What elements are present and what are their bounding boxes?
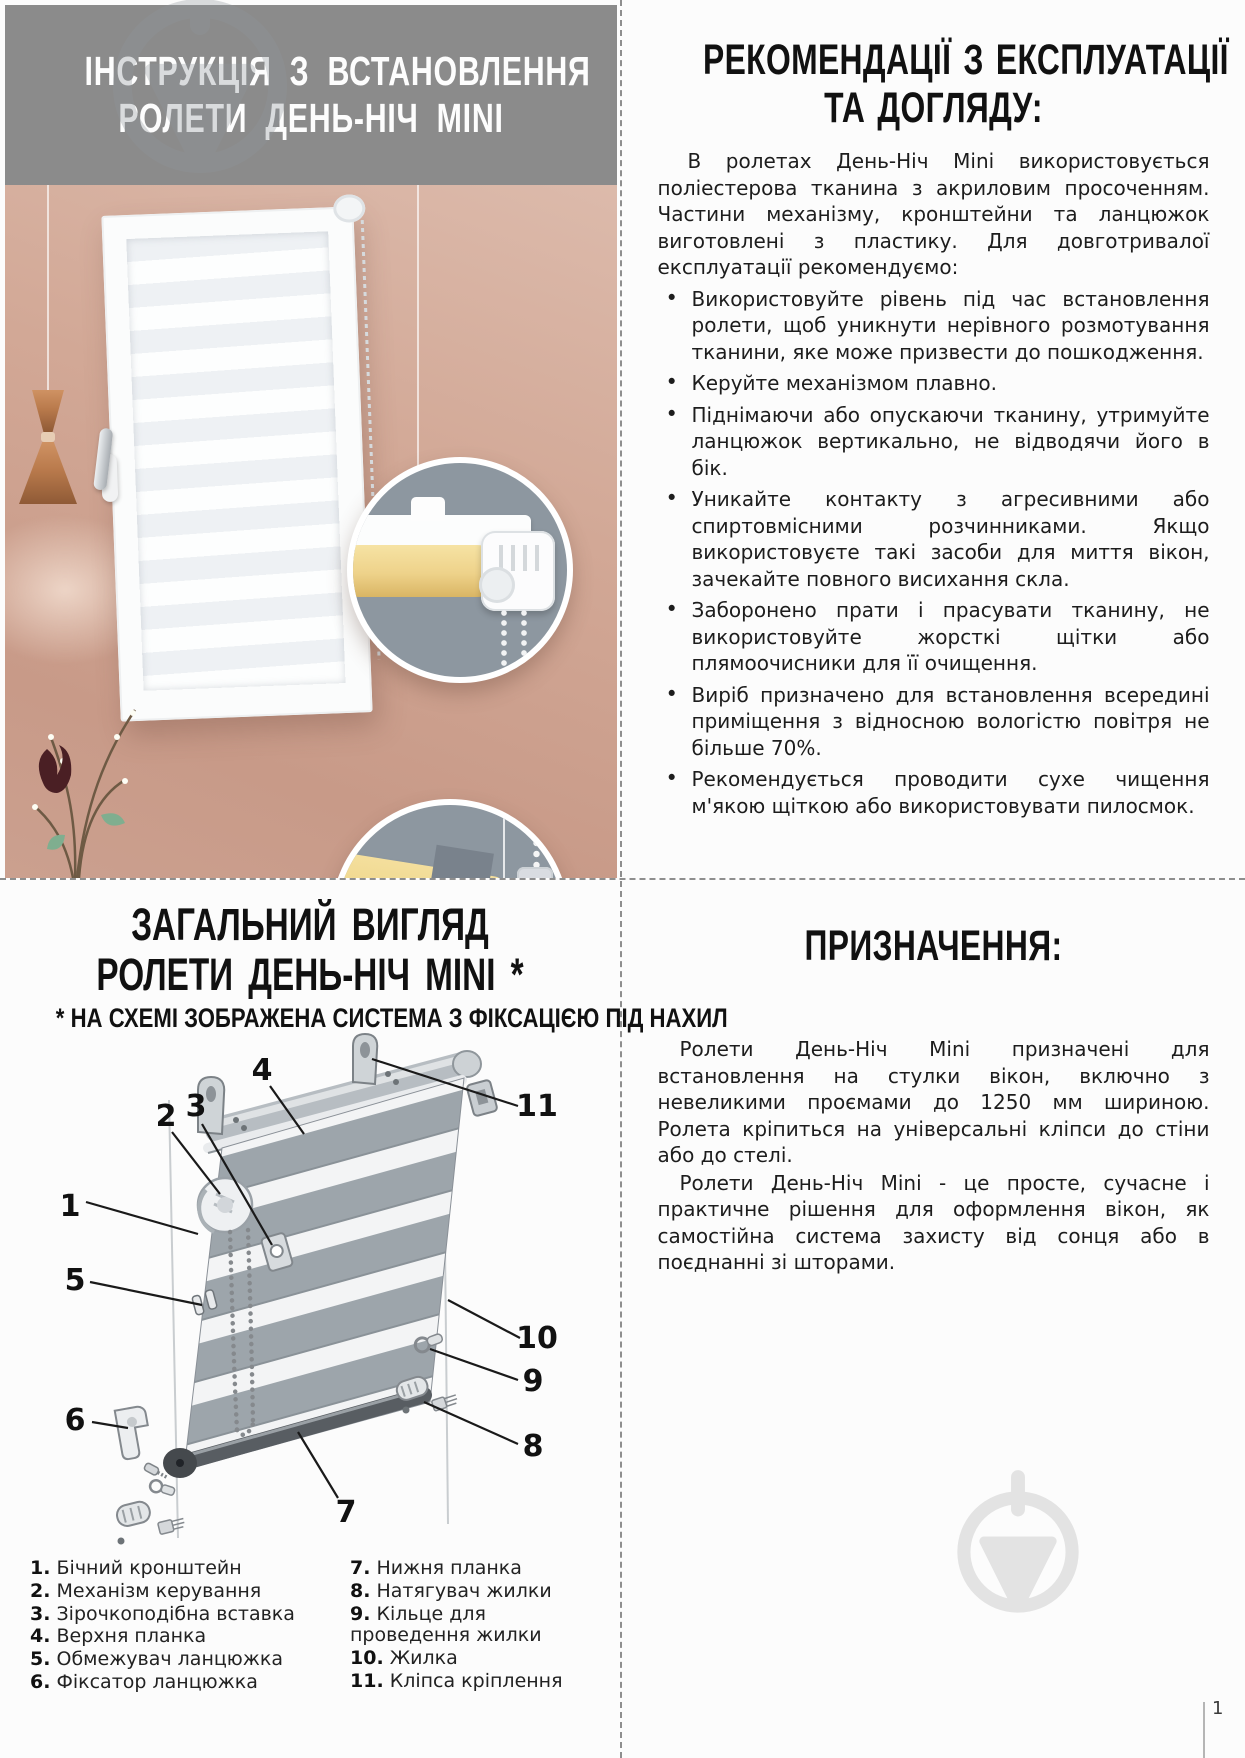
callout-10: 10: [516, 1321, 558, 1356]
installation-title-line1: ІНСТРУКЦІЯ З ВСТАНОВЛЕННЯ: [84, 48, 591, 94]
purpose-paragraph-1: Ролети День-Ніч Mini призначені для встановлення на стулки вікон, включно з невеликими проємами до 1250 мм шириною. Ролета кріпиться на універсальні кліпси до стіни або до стелі.: [657, 1037, 1210, 1167]
recommendations-intro: В ролетах День-Ніч Mini використовується поліестерова тканина з акриловим просоченням. Частини механізму, кронштейни та ланцюжок виготовлені з пластику. Для довготривалої експлуатації рекомендуємо:: [657, 149, 1210, 279]
control-mechanism: [198, 1178, 252, 1232]
recommendations-title: [622, 36, 1245, 132]
blind-mechanism-cap: [333, 194, 366, 223]
lamp-cord: [417, 185, 419, 470]
legend-item: 3. Зірочкоподібна вставка: [30, 1602, 295, 1625]
legend-column-right: [350, 1558, 600, 1695]
list-item: • Виріб призначено для встановлення всередині приміщення з відносною вологістю повітря не більше 70%.: [658, 682, 1210, 762]
callout-11: 11: [516, 1089, 558, 1124]
recommendations-title-line1: РЕКОМЕНДАЦІЇ З ЕКСПЛУАТАЦІЇ: [702, 36, 1229, 84]
legend-item: 7. Нижня планка: [350, 1557, 522, 1579]
wire-ring: [149, 1479, 176, 1498]
callout-2: 2: [155, 1099, 177, 1134]
legend-item: 10. Жилка: [350, 1647, 458, 1670]
overview-title-line2: РОЛЕТИ ДЕНЬ-НІЧ MINI *: [96, 949, 524, 1000]
inset-mechanism-slots: [499, 545, 539, 571]
purpose-title-text: ПРИЗНАЧЕННЯ:: [804, 922, 1063, 970]
brand-watermark-icon: [933, 1458, 1103, 1646]
inset-bottom-bar: [430, 845, 494, 878]
legend-item: 1. Бічний кронштейн: [30, 1557, 242, 1579]
lamp-cord: [47, 185, 49, 395]
list-item: • Заборонено прати і прасувати тканину, не використовуйте жорсткі щітки або плямоочисники для її очищення.: [658, 597, 1210, 677]
legend-item: 9. Кільце для проведення жилки: [350, 1602, 542, 1647]
blind-diagram: [20, 1032, 600, 1552]
inset-mechanism-closeup: [347, 457, 573, 683]
inset-bracket-tab: [411, 497, 445, 521]
roll-end-cap: [453, 1051, 481, 1077]
callout-9: 9: [522, 1364, 544, 1399]
list-item: • Піднімаючи або опускаючи тканину, утримуйте ланцюжок вертикально, не відводячи його в бік.: [658, 402, 1210, 482]
callout-7: 7: [335, 1495, 357, 1530]
callout-3: 3: [185, 1089, 207, 1124]
inset-bead-chain: [501, 609, 507, 683]
screw: [118, 1538, 125, 1545]
product-photo: [5, 185, 617, 878]
callout-6: 6: [64, 1403, 86, 1438]
inset-chain-tensioner: [517, 867, 553, 878]
callout-8: 8: [522, 1429, 544, 1464]
legend-item: 11. Кліпса кріплення: [350, 1669, 563, 1692]
list-item: • Керуйте механізмом плавно.: [658, 370, 1210, 397]
purpose-paragraph-2: Ролети День-Ніч Mini - це просте, сучасне і практичне рішення для оформлення вікон, як самостійна система захисту від сонця або в поєднанні зі шторами.: [657, 1170, 1210, 1274]
recommendations-list: [658, 286, 1210, 820]
inset-mechanism-hub: [479, 567, 515, 603]
legend-item: 6. Фіксатор ланцюжка: [30, 1670, 258, 1693]
copper-lamp: [29, 390, 67, 432]
recommendations-section: [622, 0, 1245, 878]
inset-tension-wire: [503, 805, 505, 878]
screw: [431, 1393, 458, 1411]
window-with-blind: [101, 206, 372, 721]
overview-title-line1: ЗАГАЛЬНИЙ ВИГЛЯД: [131, 899, 489, 950]
brand-watermark-icon: [78, 0, 322, 220]
purpose-title: [622, 922, 1245, 970]
page-number-divider: [1203, 1702, 1205, 1758]
purpose-body: [658, 1036, 1210, 1276]
installation-section: [0, 0, 620, 878]
copper-lamp: [19, 442, 77, 504]
callout-4: 4: [251, 1053, 273, 1088]
diagram-legend: [30, 1558, 608, 1695]
overview-subtitle: * НА СХЕМІ ЗОБРАЖЕНА СИСТЕМА З ФІКСАЦІЄЮ ПІД НАХИЛ: [55, 1003, 728, 1033]
recommendations-body: [658, 148, 1210, 819]
overview-section: [0, 880, 728, 1758]
zebra-blind-fabric: [126, 231, 345, 690]
callout-5: 5: [64, 1263, 86, 1298]
inset-bead-chain: [521, 609, 527, 683]
wire-tensioner: [115, 1500, 152, 1528]
inset-bead-chain: [533, 805, 540, 869]
legend-column-left: [30, 1558, 338, 1695]
overview-title: [0, 899, 728, 1034]
list-item: • Уникайте контакту з агресивними або спиртовмісними розчинниками. Якщо використовуєте такі засоби для миття вікон, зачекайте повного висихання скла.: [658, 486, 1210, 592]
list-item: • Рекомендується проводити сухе чищення м'якою щіткою або використовувати пилосмок.: [658, 766, 1210, 819]
legend-item: 4. Верхня планка: [30, 1625, 207, 1648]
legend-item: 2. Механізм керування: [30, 1579, 262, 1602]
plant-decoration: [5, 665, 205, 878]
legend-item: 8. Натягувач жилки: [350, 1579, 552, 1602]
chain-fixator: [115, 1406, 153, 1460]
list-item: • Використовуйте рівень під час встановлення ролети, щоб уникнути нерівного розмотування тканини, яке може призвести до пошкодження.: [658, 286, 1210, 366]
installation-title-line2: РОЛЕТИ ДЕНЬ-НІЧ MINI: [118, 95, 504, 141]
recommendations-title-line2: ТА ДОГЛЯДУ:: [824, 84, 1043, 132]
bottom-bar-end-hole: [176, 1459, 184, 1467]
inset-tensioner-closeup: [331, 799, 569, 878]
page-number: 1: [1212, 1698, 1224, 1719]
callout-1: 1: [59, 1189, 81, 1224]
screw: [158, 1517, 186, 1535]
legend-item: 5. Обмежувач ланцюжка: [30, 1648, 284, 1671]
screw: [403, 1407, 410, 1414]
copper-lamp-band: [41, 432, 55, 442]
